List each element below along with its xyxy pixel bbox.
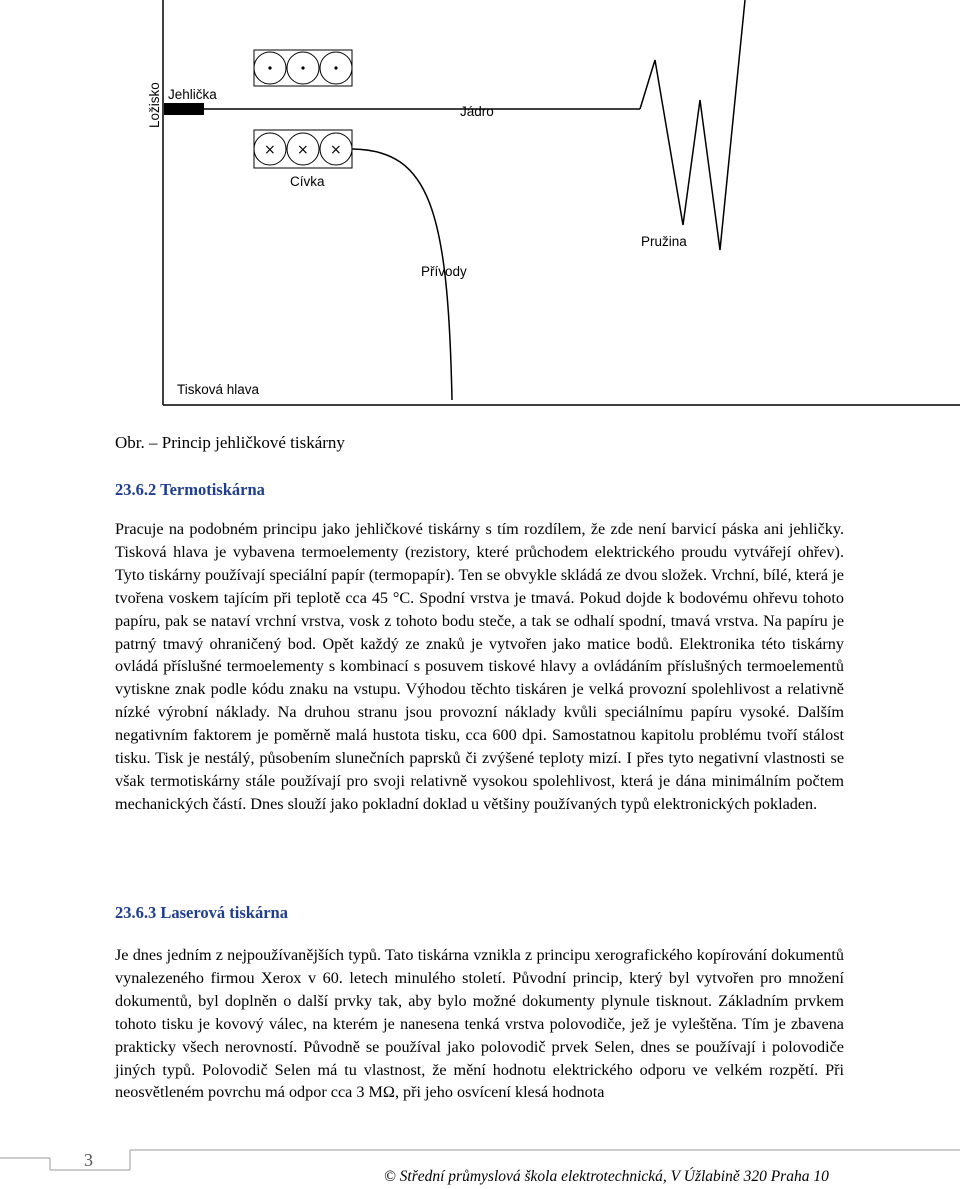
svg-text:×: × — [264, 142, 276, 158]
coil-lower — [254, 130, 352, 168]
paragraph-laser: Je dnes jedním z nejpoužívanějších typů. Tato tiskárna vznikla z principu xerografického kopírování dokumentů vynalezeného firmou Xerox v 60. letech minulého století. Původní princip, který byl vytvořen pro množení dokumentů, byl doplněn o další prvky tak, aby bylo možné dokumenty plynule tisknout. Základním prvkem tohoto tisku je kovový válec, na kterém je nanesena tenká vrstva polovodiče, jež je vyleštěna. Tím je zbavena prakticky všech nerovností. Původně se používal jako polovodič prvek Selen, dnes se používají i polovodiče jiných typů. Polovodič Selen má tu vlastnost, že mění hodnotu elektrického odporu ve velkém rozpětí. Při neosvětleném povrchu má odpor cca 3 MΩ, při jeho osvícení klesá hodnota — [115, 946, 844, 1102]
svg-text:×: × — [297, 142, 309, 158]
figure-caption: Obr. – Princip jehličkové tiskárny — [115, 433, 345, 452]
coil-upper — [254, 50, 352, 86]
dot-matrix-head-diagram — [0, 0, 960, 420]
section-heading-laser: 23.6.3 Laserová tiskárna — [115, 903, 288, 922]
needle — [164, 103, 204, 115]
footer-copyright: © Střední průmyslová škola elektrotechnická, V Úžlabině 320 Praha 10 — [384, 1168, 829, 1185]
section-heading-thermal: 23.6.2 Termotiskárna — [115, 480, 265, 499]
label-coil: Cívka — [290, 174, 325, 189]
svg-text:×: × — [330, 142, 342, 158]
label-print-head: Tisková hlava — [177, 382, 260, 397]
label-spring: Pružina — [641, 234, 687, 249]
paragraph-thermal: Pracuje na podobném principu jako jehličkové tiskárny s tím rozdílem, že zde není barvicí páska ani jehličky. Tisková hlava je vybavena termoelementy (rezistory, které průchodem elektrického proudu vytvářejí ohřev). Tyto tiskárny používají speciální papír (termopapír). Ten se obvykle skládá ze dvou složek. Vrchní, bílé, která je tvořena voskem tajícím při teplotě cca 45 °C. Spodní vrstva je tmavá. Pokud dojde k bodovému ohřevu tohoto papíru, pak se nataví vrchní vrstva, vosk z tohoto bodu steče, a tak se odhalí spodní, tmavá vrstva. Na papíru je patrný tmavý ohraničený bod. Opět každý ze znaků je vytvořen jako matice bodů. Elektronika této tiskárny ovládá příslušné termoelementy s kombinací s posuvem tiskové hlavy a ovládáním příslušných termoelementů vytiskne znak podle kódu znaku na vstupu. Výhodou těchto tiskáren je velká provozní spolehlivost a relativně nízké výrobní náklady. Na druhou stranu jsou provozní náklady kvůli speciálnímu papíru vysoké. Dalším negativním faktorem je poměrně malá hustota tisku, cca 600 dpi. Samostatnou kapitolu problému tvoří stálost tisku. Tisk je nestálý, působením slunečních paprsků či zvýšené teploty mizí. I přes tyto negativní vlastnosti se však termotiskárny stále používají pro svoji relativně vysokou spolehlivost, která je dána minimálním počtem mechanických částí. Dnes slouží jako pokladní doklad u většiny používaných typů elektronických pokladen. — [115, 520, 844, 813]
label-core: Jádro — [460, 104, 494, 119]
label-bearing: Ložisko — [147, 82, 162, 128]
label-leads: Přívody — [421, 264, 467, 279]
print-head-body — [163, 0, 960, 405]
label-needle: Jehlička — [168, 87, 217, 102]
spring — [640, 0, 745, 250]
page-number: 3 — [84, 1150, 93, 1170]
